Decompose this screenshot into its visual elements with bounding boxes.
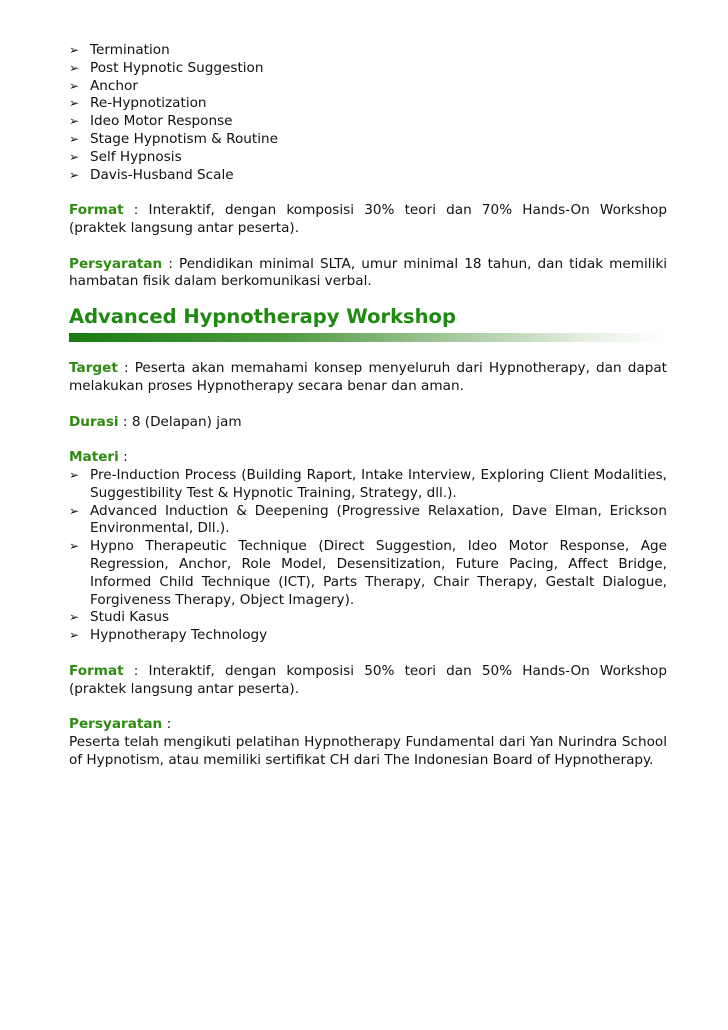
arrow-bullet-icon: ➢: [69, 539, 80, 554]
list-item: ➢ Anchor: [69, 77, 138, 94]
document-page: [69, 42, 667, 769]
requirements-text-2: Peserta telah mengikuti pelatihan Hypnotherapy Fundamental dari Yan Nurindra School of Hypnotism, atau memiliki sertifikat CH dari The Indonesian Board of Hypnotherapy.: [69, 733, 667, 768]
arrow-bullet-icon: ➢: [69, 628, 80, 643]
arrow-bullet-icon: ➢: [69, 60, 80, 75]
format-text: : Interaktif, dengan komposisi 50% teori dan 50% Hands-On Workshop (praktek langsung antar peserta).: [69, 662, 667, 697]
material-heading: [69, 449, 667, 467]
format-paragraph-2: [69, 663, 667, 699]
list-item: ➢ Ideo Motor Response: [69, 113, 233, 130]
list-item: ➢ Stage Hypnotism & Routine: [69, 130, 278, 147]
requirements-heading-2: [69, 716, 667, 734]
list-item: ➢ Advanced Induction & Deepening (Progressive Relaxation, Dave Elman, Erickson Environmental, Dll.).: [69, 502, 667, 537]
arrow-bullet-icon: ➢: [69, 78, 80, 93]
material-label: Materi: [69, 449, 119, 466]
format-label: Format: [69, 662, 124, 679]
duration-paragraph: [69, 414, 667, 432]
duration-label: Durasi: [69, 413, 119, 430]
topic-list: [69, 42, 667, 184]
target-text: : Peserta akan memahami konsep menyeluruh dari Hypnotherapy, dan dapat melakukan proses Hypnotherapy secara benar dan aman.: [69, 360, 667, 394]
requirements-colon: :: [162, 716, 172, 733]
list-item: ➢ Hypno Therapeutic Technique (Direct Suggestion, Ideo Motor Response, Age Regression, Anchor, Role Model, Desensitization, Future Pacing, Affect Bridge, Informed Child Technique (ICT), Parts Therapy, Chair Therapy, Gestalt Dialogue, Forgiveness Therapy, Object Imagery).: [69, 538, 667, 608]
arrow-bullet-icon: ➢: [69, 149, 80, 164]
format-paragraph: [69, 202, 667, 238]
list-item: ➢ Pre-Induction Process (Building Raport, Intake Interview, Exploring Client Modalities, Suggestibility Test & Hypnotic Training, Strategy, dll.).: [69, 466, 667, 501]
section-heading: Advanced Hypnotherapy Workshop: [69, 305, 456, 329]
arrow-bullet-icon: ➢: [69, 43, 80, 57]
list-item: ➢ Hypnotherapy Technology: [69, 627, 268, 644]
duration-text: : 8 (Delapan) jam: [118, 413, 242, 430]
requirements-label: Persyaratan: [69, 716, 163, 733]
section-heading-underline: [69, 333, 667, 342]
arrow-bullet-icon: ➢: [69, 503, 80, 518]
arrow-bullet-icon: ➢: [69, 131, 80, 146]
requirements-label: Persyaratan: [69, 255, 163, 272]
material-colon: :: [118, 449, 128, 466]
list-item: ➢ Re-Hypnotization: [69, 95, 207, 112]
target-label: Target: [69, 360, 118, 377]
list-item: ➢ Davis-Husband Scale: [69, 166, 234, 183]
requirements-text: : Pendidikan minimal SLTA, umur minimal 18 tahun, dan tidak memiliki hambatan fisik dalam berkomunikasi verbal.: [69, 255, 667, 290]
arrow-bullet-icon: ➢: [69, 96, 80, 111]
arrow-bullet-icon: ➢: [69, 114, 80, 129]
arrow-bullet-icon: ➢: [69, 167, 80, 182]
arrow-bullet-icon: ➢: [69, 610, 80, 625]
list-item: ➢ Termination: [69, 42, 170, 58]
format-text: : Interaktif, dengan komposisi 30% teori dan 70% Hands-On Workshop (praktek langsung antar peserta).: [69, 202, 667, 236]
target-paragraph: [69, 360, 667, 396]
format-label: Format: [69, 202, 124, 219]
requirements-paragraph: [69, 256, 667, 292]
material-list: [69, 467, 667, 645]
list-item: ➢ Studi Kasus: [69, 609, 170, 626]
list-item: ➢ Self Hypnosis: [69, 148, 182, 165]
arrow-bullet-icon: ➢: [69, 467, 80, 482]
list-item: ➢ Post Hypnotic Suggestion: [69, 59, 264, 76]
